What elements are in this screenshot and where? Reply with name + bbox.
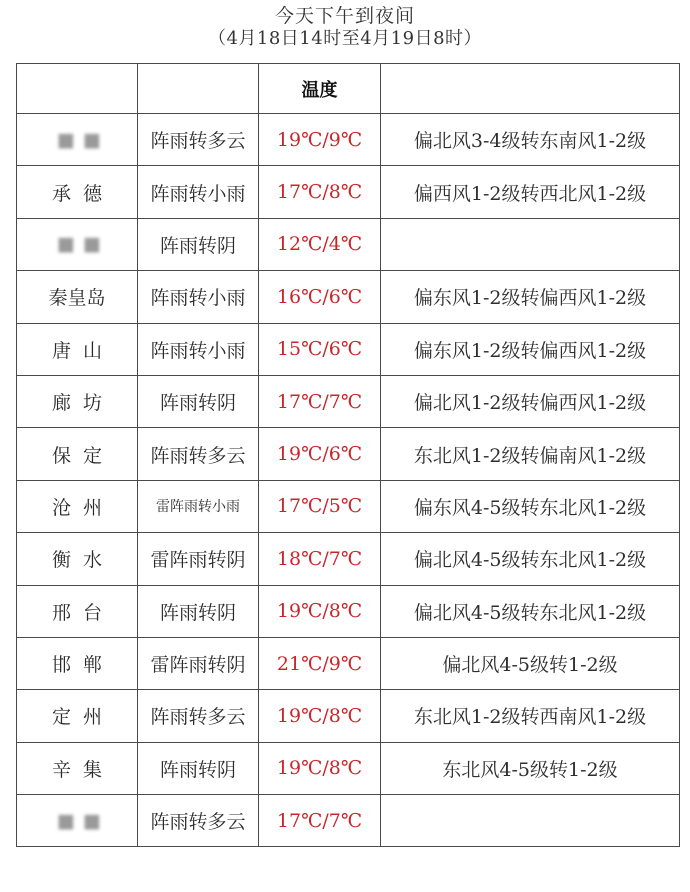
wind-cell: 偏北风4-5级转东北风1-2级 [381, 585, 680, 637]
wind-cell: 东北风4-5级转1-2级 [381, 742, 680, 794]
weather-cell: 阵雨转小雨 [138, 271, 259, 323]
temperature-cell: 19℃/8℃ [259, 585, 381, 637]
city-cell: 秦皇岛 [17, 271, 138, 323]
column-header-city [17, 64, 138, 114]
table-row [17, 271, 680, 323]
header-row [17, 64, 680, 114]
city-cell: 衡水 [17, 533, 138, 585]
weather-cell: 阵雨转小雨 [138, 166, 259, 218]
table-row [17, 637, 680, 689]
city-cell: 廊坊 [17, 375, 138, 427]
table-row [17, 795, 680, 847]
title-block [0, 4, 690, 50]
page-subtitle: （4月18日14时至4月19日8时） [207, 28, 483, 49]
column-header-wind [381, 64, 680, 114]
table-row [17, 375, 680, 427]
city-cell [17, 795, 138, 847]
wind-cell [381, 218, 680, 270]
weather-cell: 阵雨转小雨 [138, 323, 259, 375]
wind-cell: 偏北风3-4级转东南风1-2级 [381, 114, 680, 166]
wind-cell: 偏北风4-5级转东北风1-2级 [381, 533, 680, 585]
city-cell: 保定 [17, 428, 138, 480]
temperature-cell: 19℃/8℃ [259, 690, 381, 742]
column-header-temperature: 温度 [259, 64, 381, 114]
temperature-cell: 19℃/6℃ [259, 428, 381, 480]
wind-cell: 偏东风1-2级转偏西风1-2级 [381, 323, 680, 375]
temperature-cell: 21℃/9℃ [259, 637, 381, 689]
weather-cell: 阵雨转阴 [138, 585, 259, 637]
table-row [17, 428, 680, 480]
temperature-cell: 15℃/6℃ [259, 323, 381, 375]
table-body [17, 114, 680, 847]
city-cell: 邢台 [17, 585, 138, 637]
temperature-cell: 19℃/8℃ [259, 742, 381, 794]
table-row [17, 533, 680, 585]
obscured-city-name: ■■ [57, 128, 109, 151]
table-row [17, 480, 680, 532]
city-cell: 邯郸 [17, 637, 138, 689]
wind-cell: 东北风1-2级转偏南风1-2级 [381, 428, 680, 480]
temperature-cell: 17℃/7℃ [259, 375, 381, 427]
table-row [17, 585, 680, 637]
temperature-cell: 17℃/5℃ [259, 480, 381, 532]
weather-cell: 阵雨转阴 [138, 375, 259, 427]
wind-cell: 偏东风4-5级转东北风1-2级 [381, 480, 680, 532]
column-header-weather [138, 64, 259, 114]
wind-cell: 偏北风4-5级转1-2级 [381, 637, 680, 689]
weather-cell: 阵雨转阴 [138, 218, 259, 270]
weather-cell: 阵雨转多云 [138, 114, 259, 166]
wind-cell [381, 795, 680, 847]
city-cell: 定州 [17, 690, 138, 742]
city-cell: 承德 [17, 166, 138, 218]
table-row [17, 690, 680, 742]
table-row [17, 166, 680, 218]
temperature-cell: 17℃/8℃ [259, 166, 381, 218]
table-row [17, 218, 680, 270]
table-row [17, 114, 680, 166]
wind-cell: 偏北风1-2级转偏西风1-2级 [381, 375, 680, 427]
city-cell [17, 114, 138, 166]
table-row [17, 742, 680, 794]
temperature-cell: 16℃/6℃ [259, 271, 381, 323]
weather-cell: 雷阵雨转阴 [138, 533, 259, 585]
weather-cell: 雷阵雨转小雨 [138, 480, 259, 532]
weather-cell: 雷阵雨转阴 [138, 637, 259, 689]
weather-cell: 阵雨转多云 [138, 428, 259, 480]
weather-cell: 阵雨转阴 [138, 742, 259, 794]
weather-cell: 阵雨转多云 [138, 795, 259, 847]
table-row [17, 323, 680, 375]
city-cell: 沧州 [17, 480, 138, 532]
city-cell: 唐山 [17, 323, 138, 375]
obscured-city-name: ■■ [57, 809, 109, 832]
weather-cell: 阵雨转多云 [138, 690, 259, 742]
temperature-cell: 19℃/9℃ [259, 114, 381, 166]
wind-cell: 东北风1-2级转西南风1-2级 [381, 690, 680, 742]
wind-cell: 偏东风1-2级转偏西风1-2级 [381, 271, 680, 323]
city-cell: 辛集 [17, 742, 138, 794]
temperature-cell: 17℃/7℃ [259, 795, 381, 847]
forecast-table [16, 63, 680, 847]
city-cell [17, 218, 138, 270]
obscured-city-name: ■■ [57, 233, 109, 256]
page-title: 今天下午到夜间 [274, 5, 415, 27]
wind-cell: 偏西风1-2级转西北风1-2级 [381, 166, 680, 218]
temperature-cell: 12℃/4℃ [259, 218, 381, 270]
temperature-cell: 18℃/7℃ [259, 533, 381, 585]
